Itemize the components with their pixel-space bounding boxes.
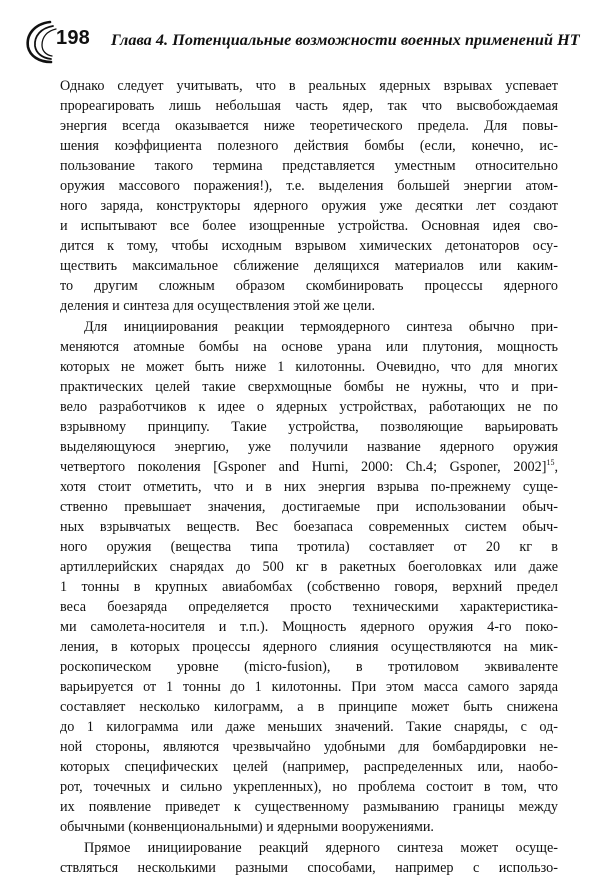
text-line: ми самолета-носителя и т.п.). Мощность ядерного оружия 4-го поко-: [60, 619, 558, 635]
text-line: ного заряда, конструкторы ядерного оружия уже десятки лет создают: [60, 198, 558, 214]
text-line: роскопическом уровне (micro-fusion), в тротиловом эквиваленте: [60, 659, 558, 675]
text-line: их появление приведет к существенному размыванию границы между: [60, 799, 558, 815]
text-line: ществить максимальное сближение делящихся материалов или каким-: [60, 258, 558, 274]
text-line: веса боезаряда определяется просто техническими характеристика-: [60, 599, 558, 615]
page-number: 198: [56, 27, 90, 49]
text-line: 1 тонны в крупных авиабомбах (собственно говоря, верхний предел: [60, 579, 558, 595]
text-line: энергия всегда оказывается ниже теоретического предела. Для повы-: [60, 118, 558, 134]
text-line: ственно превышает значения, достигаемые при использовании обыч-: [60, 499, 558, 515]
paragraph: [60, 838, 558, 878]
text-line: обычными (конвенциональными) и ядерными вооружениями.: [60, 819, 434, 835]
page-header: [20, 18, 580, 66]
text-line: Для инициирования реакции термоядерного синтеза обычно при-: [84, 319, 558, 335]
text-line: рот, точечных и сильно укрепленных), но проблема состоит в том, что: [60, 779, 558, 795]
text-line: взрывному принципу. Такие устройства, позволяющие варьировать: [60, 419, 558, 435]
text-line: шения коэффициента полезного действия бомбы (если, конечно, ис-: [60, 138, 558, 154]
text-line-with-footnote: четвертого поколения [Gsponer and Hurni, 2000: Ch.4; Gsponer, 2002]$^{15}$,: [60, 458, 558, 475]
text-line: составляет несколько килограмм, а в принципе может быть снижена: [60, 699, 558, 715]
text-line: варьируется от 1 тонны до 1 килотонны. При этом масса самого заряда: [60, 679, 558, 695]
footnote-reference: 15: [546, 458, 555, 467]
text-line: ного оружия (вещества типа тротила) составляет от 20 кг в: [60, 539, 558, 555]
text-line: Однако следует учитывать, что в реальных ядерных взрывах успевает: [60, 78, 558, 94]
text-line: оружия массового поражения!), т.е. выделения большей энергии атом-: [60, 178, 558, 194]
text-line: ствляться несколькими разными способами, например с использо-: [60, 860, 558, 876]
text-line: Прямое инициирование реакций ядерного синтеза может осуще-: [84, 840, 558, 856]
text-line: ления, в которых процессы ядерного слияния осуществляются на мик-: [60, 639, 558, 655]
body-text: [60, 76, 558, 879]
text-line: ной стороны, являются чрезвычайно удобными для бомбардировки не-: [60, 739, 558, 755]
running-head: Глава 4. Потенциальные возможности военных применений НТ: [111, 31, 580, 49]
text-line: хотя стоит отметить, что и в них энергия взрыва по-прежнему суще-: [60, 479, 558, 495]
text-line: практических целей такие сверхмощные бомбы не нужны, что и при-: [60, 379, 558, 395]
text-line: дится к тому, чтобы исходным взрывом химических детонаторов осу-: [60, 238, 558, 254]
paragraph: [60, 317, 558, 837]
text-line: ных взрывчатых веществ. Вес боезапаса современных систем обыч-: [60, 519, 558, 535]
page-number-badge: [20, 18, 92, 64]
text-line: деления и синтеза для осуществления этой же цели.: [60, 298, 376, 314]
text-line: до 1 килограмма или даже меньших значений. Такие снаряды, с од-: [60, 719, 558, 735]
text-line: выделяющуюся энергию, уже получили название ядерного оружия: [60, 439, 558, 455]
text-line: прореагировать лишь небольшая часть ядер, так что высвобождаемая: [60, 98, 558, 114]
paragraph: [60, 76, 558, 316]
text-line: четвертого поколения [Gsponer and Hurni, 2000: Ch.4; Gsponer, 2002]: [60, 459, 547, 475]
text-line: артиллерийских снарядах до 500 кг в ракетных боеголовках или даже: [60, 559, 558, 575]
text-line: то другим сложным образом скомбинировать процессы ядерного: [60, 278, 558, 294]
text-line: меняются атомные бомбы на основе урана или плутония, мощность: [60, 339, 558, 355]
text-line: пользование такого термина представляется уместным относительно: [60, 158, 558, 174]
text-line: вело разработчиков к идее о ядерных устройствах, работающих не по: [60, 399, 558, 415]
text-line: и испытывают все более изощренные устройства. Основная идея сво-: [60, 218, 558, 234]
text-line: которых не может быть ниже 1 килотонны. Очевидно, что для многих: [60, 359, 558, 375]
text-line: которых специфических целей (например, распределенных или, наобо-: [60, 759, 558, 775]
